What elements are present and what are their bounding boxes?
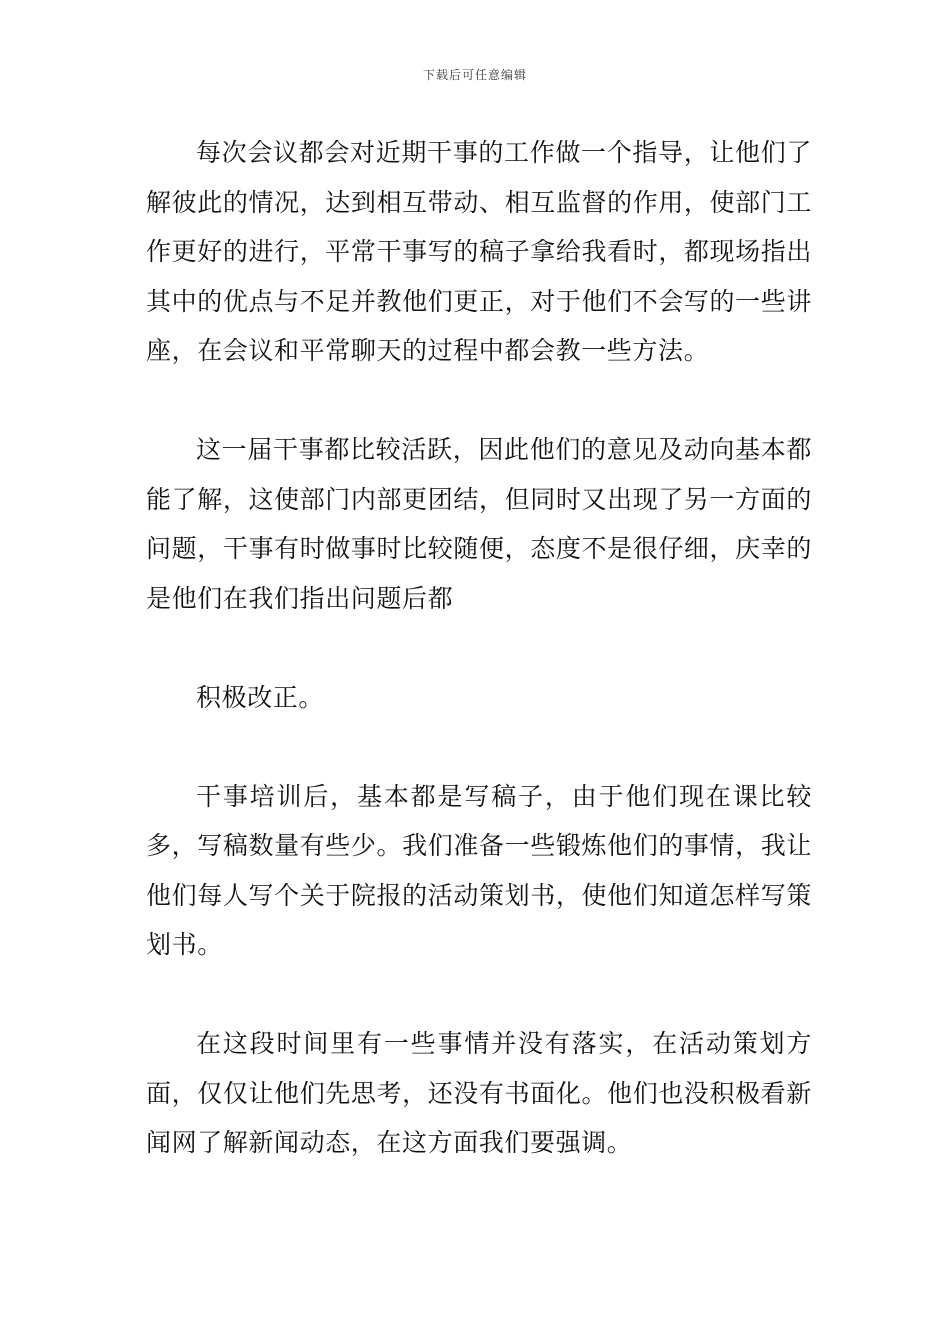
document-body: [146, 128, 812, 1168]
paragraph-4: 干事培训后，基本都是写稿子，由于他们现在课比较多，写稿数量有些少。我们准备一些锻炼他们的事情，我让他们每人写个关于院报的活动策划书，使他们知道怎样写策划书。: [146, 781, 812, 959]
paragraph-5: 在这段时间里有一些事情并没有落实，在活动策划方面，仅仅让他们先思考，还没有书面化。他们也没积极看新闻网了解新闻动态，在这方面我们要强调。: [146, 1029, 812, 1157]
header-note: 下载后可任意编辑: [422, 68, 527, 82]
paragraph-3: 积极改正。: [196, 682, 325, 712]
paragraph-1: 每次会议都会对近期干事的工作做一个指导，让他们了解彼此的情况，达到相互带动、相互监督的作用，使部门工作更好的进行，平常干事写的稿子拿给我看时，都现场指出其中的优点与不足并教他们更正，对于他们不会写的一些讲座，在会议和平常聊天的过程中都会教一些方法。: [146, 138, 812, 365]
paragraph-2: 这一届干事都比较活跃，因此他们的意见及动向基本都能了解，这使部门内部更团结，但同时又出现了另一方面的问题，干事有时做事时比较随便，态度不是很仔细，庆幸的是他们在我们指出问题后都: [146, 435, 812, 613]
